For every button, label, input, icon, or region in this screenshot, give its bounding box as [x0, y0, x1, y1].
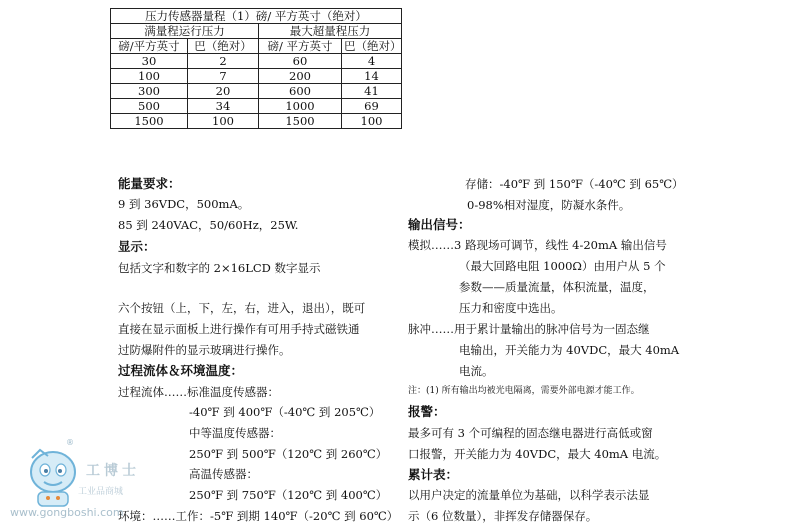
alarm-text: 最多可有 3 个可编程的固态继电器进行高低或窗 [408, 426, 653, 440]
table-cell: 500 [111, 99, 188, 114]
process-heading: 过程流体＆环境温度： [118, 363, 244, 378]
watermark-brand: 工博士 [86, 463, 140, 479]
table-unit-header: 巴（绝对） [342, 39, 402, 54]
pulse-text: 脉冲……用于累计量输出的脉冲信号为一固态继 [408, 322, 650, 336]
table-cell: 69 [342, 99, 402, 114]
pulse-text: 电流。 [459, 364, 494, 378]
process-text: 250℉ 到 750℉（120℃ 到 400℃） [189, 488, 388, 502]
process-text: -40℉ 到 400℉（-40℃ 到 205℃） [189, 405, 381, 419]
analog-text: 模拟……3 路现场可调节，线性 4-20mA 输出信号 [408, 238, 667, 252]
footnote: 注：(1) 所有输出均被光电隔离，需要外部电源才能工作。 [408, 386, 640, 396]
pulse-text: 电输出，开关能力为 40VDC，最大 40mA [459, 343, 680, 357]
table-cell: 1500 [259, 114, 342, 129]
table-cell: 1000 [259, 99, 342, 114]
table-unit-header: 巴（绝对） [188, 39, 259, 54]
buttons-text: 过防爆附件的显示玻璃进行操作。 [118, 343, 291, 357]
watermark-logo [10, 440, 160, 532]
table-row [111, 54, 402, 69]
totalizer-text: 示（6 位数量），非挥发存储器保存。 [408, 509, 598, 523]
power-text: 85 到 240VAC，50/60Hz，25W. [118, 218, 299, 232]
table-unit-header: 磅/平方英寸 [111, 39, 188, 54]
table-unit-header: 磅/ 平方英寸 [259, 39, 342, 54]
table-cell: 20 [188, 84, 259, 99]
analog-text: 压力和密度中选出。 [459, 301, 563, 315]
pressure-range-table [110, 8, 402, 129]
alarm-text: 口报警，开关能力为 40VDC，最大 40mA 电流。 [408, 447, 667, 461]
table-cell: 100 [111, 69, 188, 84]
table-group-header: 最大超量程压力 [259, 24, 402, 39]
table-row [111, 99, 402, 114]
table-row [111, 69, 402, 84]
environment-text: 环境：……工作：-5℉ 到期 140℉（-20℃ 到 60℃） [118, 509, 399, 523]
display-text: 包括文字和数字的 2×16LCD 数字显示 [118, 261, 321, 275]
table-cell: 100 [188, 114, 259, 129]
buttons-text: 六个按钮（上，下，左，右，进入，退出），既可 [118, 301, 366, 315]
table-row [111, 84, 402, 99]
buttons-text: 直接在显示面板上进行操作有可用手持式磁铁通 [118, 322, 360, 336]
power-heading: 能量要求： [118, 176, 181, 191]
process-text: 250℉ 到 500℉（120℃ 到 260℃） [189, 447, 388, 461]
table-cell: 14 [342, 69, 402, 84]
analog-text: （最大回路电阻 1000Ω）由用户从 5 个 [459, 259, 666, 273]
process-text: 高温传感器： [189, 467, 258, 481]
table-cell: 300 [111, 84, 188, 99]
mascot-icon [18, 440, 88, 510]
output-heading: 输出信号： [408, 217, 471, 232]
display-heading: 显示： [118, 239, 156, 254]
power-text: 9 到 36VDC，500mA。 [118, 197, 250, 211]
table-cell: 2 [188, 54, 259, 69]
registered-mark: ® [66, 438, 74, 447]
table-cell: 60 [259, 54, 342, 69]
table-cell: 4 [342, 54, 402, 69]
table-title: 压力传感器量程（1）磅/ 平方英寸（绝对） [111, 9, 402, 24]
table-cell: 41 [342, 84, 402, 99]
totalizer-text: 以用户决定的流量单位为基础，以科学表示法显 [408, 488, 650, 502]
table-cell: 200 [259, 69, 342, 84]
process-text: 中等温度传感器： [189, 426, 281, 440]
table-cell: 1500 [111, 114, 188, 129]
table-cell: 7 [188, 69, 259, 84]
storage-text: 0-98%相对湿度，防凝水条件。 [467, 198, 631, 212]
alarm-heading: 报警： [408, 404, 446, 419]
process-text: 过程流体……标准温度传感器： [118, 385, 279, 399]
table-group-header: 满量程运行压力 [111, 24, 259, 39]
table-cell: 30 [111, 54, 188, 69]
watermark-url: www.gongboshi.com [10, 506, 124, 519]
table-cell: 34 [188, 99, 259, 114]
table-cell: 100 [342, 114, 402, 129]
table-row [111, 114, 402, 129]
analog-text: 参数——质量流量，体积流量，温度， [459, 280, 655, 294]
table-cell: 600 [259, 84, 342, 99]
totalizer-heading: 累计表： [408, 467, 459, 482]
storage-text: 存储：-40℉ 到 150℉（-40℃ 到 65℃） [465, 177, 684, 191]
watermark-subtitle: 工业品商城 [78, 487, 124, 497]
